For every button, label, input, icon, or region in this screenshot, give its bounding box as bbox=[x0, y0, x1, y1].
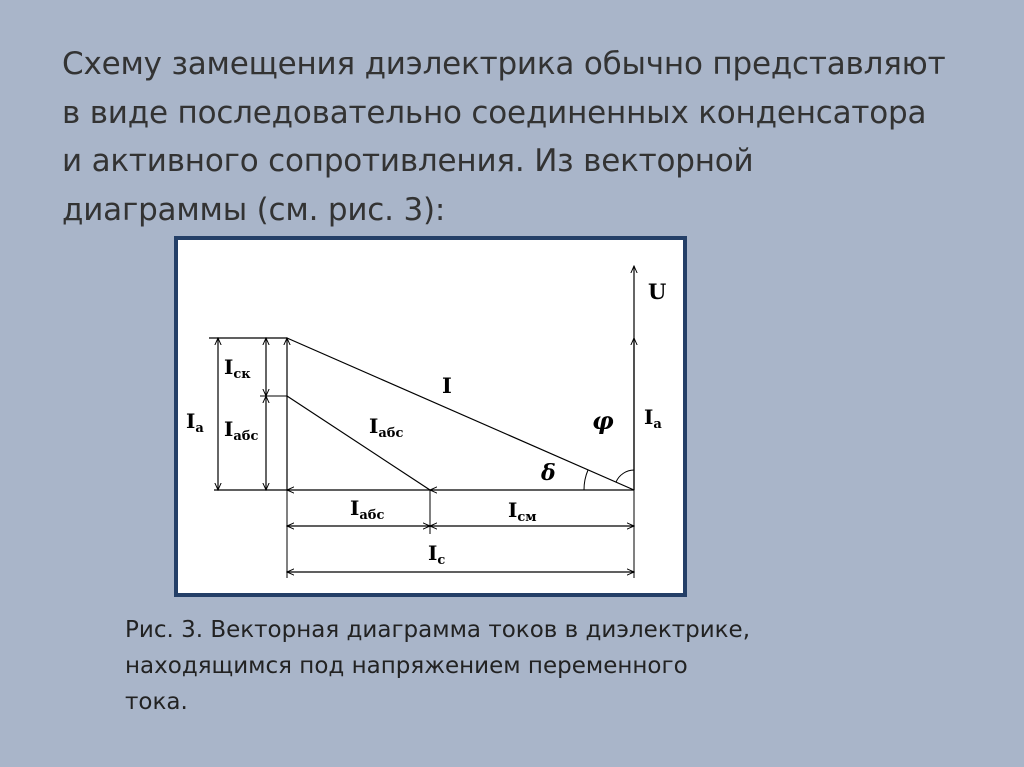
u-label: U bbox=[648, 279, 667, 304]
iabc-diagonal bbox=[287, 396, 430, 490]
body-paragraph bbox=[62, 40, 992, 234]
ic-label: $I_с$ bbox=[428, 541, 446, 568]
iabc-left-label: $I_{абс}$ bbox=[224, 417, 259, 444]
phi-arc bbox=[616, 470, 634, 482]
caption-line: тока. bbox=[125, 689, 188, 715]
iabc-bottom-label: $I_{абс}$ bbox=[350, 496, 385, 523]
body-line: Схему замещения диэлектрика обычно представляют bbox=[62, 46, 946, 82]
vector-diagram-figure bbox=[174, 236, 687, 597]
body-line: диаграммы (см. рис. 3): bbox=[62, 191, 446, 228]
delta-arc bbox=[584, 470, 588, 490]
ia-left-label: $I_a$ bbox=[186, 409, 204, 436]
phi-label: φ bbox=[592, 406, 614, 435]
i-vector bbox=[287, 338, 634, 490]
caption-line: Рис. 3. Векторная диаграмма токов в диэлектрике, bbox=[125, 617, 751, 643]
body-line: в виде последовательно соединенных конденсатора bbox=[62, 94, 927, 131]
ia-right-label: $I_a$ bbox=[644, 405, 662, 432]
iabc-diag-label: $I_{абс}$ bbox=[369, 414, 404, 441]
icm-label: $I_{см}$ bbox=[508, 498, 537, 525]
figure-caption bbox=[125, 612, 905, 720]
caption-line: находящимся под напряжением переменного bbox=[125, 653, 688, 679]
body-line: и активного сопротивления. Из векторной bbox=[62, 143, 754, 179]
i-label: I bbox=[442, 373, 452, 398]
vector-diagram bbox=[178, 240, 683, 593]
delta-label: δ bbox=[541, 460, 556, 486]
ick-label: $I_{ск}$ bbox=[224, 355, 251, 382]
